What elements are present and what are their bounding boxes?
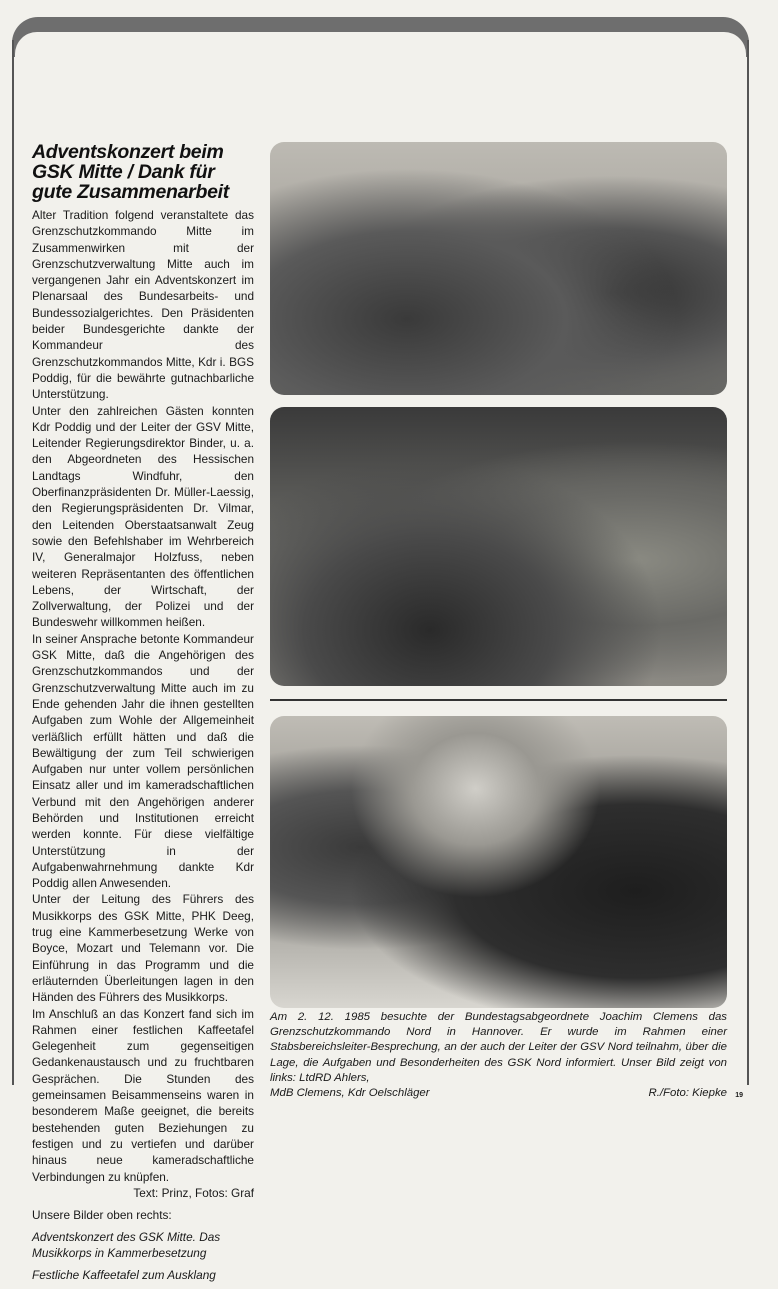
page-number: 19 bbox=[735, 1092, 743, 1100]
caption-text: Am 2. 12. 1985 besuchte der Bundestagsabgeordnete Joachim Clemens das Grenzschutzkommando Nord in Hannover. Er wurde im Rahmen einer Stabsbereichsleiter-Besprechung, an der auch der Leiter der GSV Nord teilnahm, über die Lage, die Aufgaben und Besonderheiten des GSK Nord informiert. Unser Bild zeigt von links: LtdRD Ahlers, bbox=[270, 1011, 727, 1084]
paragraph: Alter Tradition folgend veranstaltete das Grenzschutzkommando Mitte im Zusammenwirken mit der Grenzschutzverwaltung Mitte auch im vergangenen Jahr ein Adventskonzert im Plenarsaal des Bundesarbeits- und Bundessozialgerichtes. Den Präsidenten beider Bundesgerichte dankte der Kommandeur des Grenzschutzkommandos Mitte, Kdr i. BGS Poddig, für die bewährte gutnachbarliche Unterstützung. bbox=[32, 208, 254, 402]
caption-credit: R./Foto: Kiepke bbox=[648, 1087, 727, 1100]
paragraph: Unter den zahlreichen Gästen konnten Kdr Poddig und der Leiter der GSV Mitte, Leitender Regierungsdirektor Binder, u. a. den Abgeordneten des Hessischen Landtags Windfuhr, den Oberfinanzpräsidenten Dr. Müller-Laessig, den Regierungspräsidenten Dr. Vilmar, den Leitenden Oberstaatsanwalt Zeug sowie den Befehlshaber im Wehrbereich IV, Generalmajor Holzfuss, neben weiteren Repräsentanten des öffentlichen Lebens, der Wirtschaft, der Zollverwaltung, der Polizei und der Bundeswehr willkommen heißen. bbox=[32, 403, 254, 630]
left-column bbox=[32, 142, 254, 1289]
paragraph: Im Anschluß an das Konzert fand sich im Rahmen einer festlichen Kaffeetafel Gelegenheit zum gegenseitigen Gedankenaustausch und zu fruchtbaren Gesprächen. Die Stunden des gemeinsamen Beisammenseins waren in besonderem Maße geeignet, die bereits bestehenden guten Beziehungen zu festigen und zu vertiefen und darüber hinaus neue kameradschaftliche Verbindungen zu knüpfen. bbox=[32, 1006, 254, 1184]
photo-captions bbox=[32, 1207, 254, 1283]
caption-last-line bbox=[270, 1086, 743, 1101]
divider bbox=[270, 699, 727, 701]
article-body bbox=[32, 207, 254, 1201]
captions-intro: Unsere Bilder oben rechts: bbox=[32, 1208, 172, 1223]
header-band-inner bbox=[15, 32, 746, 62]
paragraph: Unter der Leitung des Führers des Musikkorps des GSK Mitte, PHK Deeg, trug eine Kammerbesetzung Werke von Boyce, Mozart und Telemann vor. Die Einführung in das Programm und die erläuternden Überleitungen lagen in den Händen des Führers des Musikkorps. bbox=[32, 892, 254, 1005]
frame-line-left bbox=[12, 40, 14, 1085]
caption-photo-1: Adventskonzert des GSK Mitte. Das Musikkorps in Kammerbesetzung bbox=[32, 1230, 221, 1261]
photo-3-caption bbox=[270, 1010, 743, 1101]
caption-photo-2: Festliche Kaffeetafel zum Ausklang bbox=[32, 1268, 216, 1283]
photo-visit-gsk-nord bbox=[270, 716, 727, 1008]
frame-line-right bbox=[747, 40, 749, 1085]
photo-concert-musicians bbox=[270, 142, 727, 395]
caption-names-end: MdB Clemens, Kdr Oelschläger bbox=[270, 1087, 430, 1100]
article-credit: Text: Prinz, Fotos: Graf bbox=[133, 1185, 254, 1200]
photo-coffee-table bbox=[270, 407, 727, 686]
article-headline: Adventskonzert beim GSK Mitte / Dank für gute Zusammenarbeit bbox=[32, 141, 229, 203]
paragraph: In seiner Ansprache betonte Kommandeur GSK Mitte, daß die Angehörigen des Grenzschutzkommandos und der Grenzschutzverwaltung Mitte auch im zu Ende gehenden Jahr die ihnen gestellten Aufgaben zum Wohle der Allgemeinheit verläßlich erfüllt hätten und daß die Bewältigung der zum Teil schwierigen Aufgaben nur unter vollem persönlichen Einsatz aller und im kameradschaftlichen Verbund mit den Angehörigen anderer Behörden und Institutionen erreicht werden konnte. Für diese vielfältige Unterstützung in der Aufgabenwahrnehmung dankte Kdr Poddig allen Anwesenden. bbox=[32, 631, 254, 891]
